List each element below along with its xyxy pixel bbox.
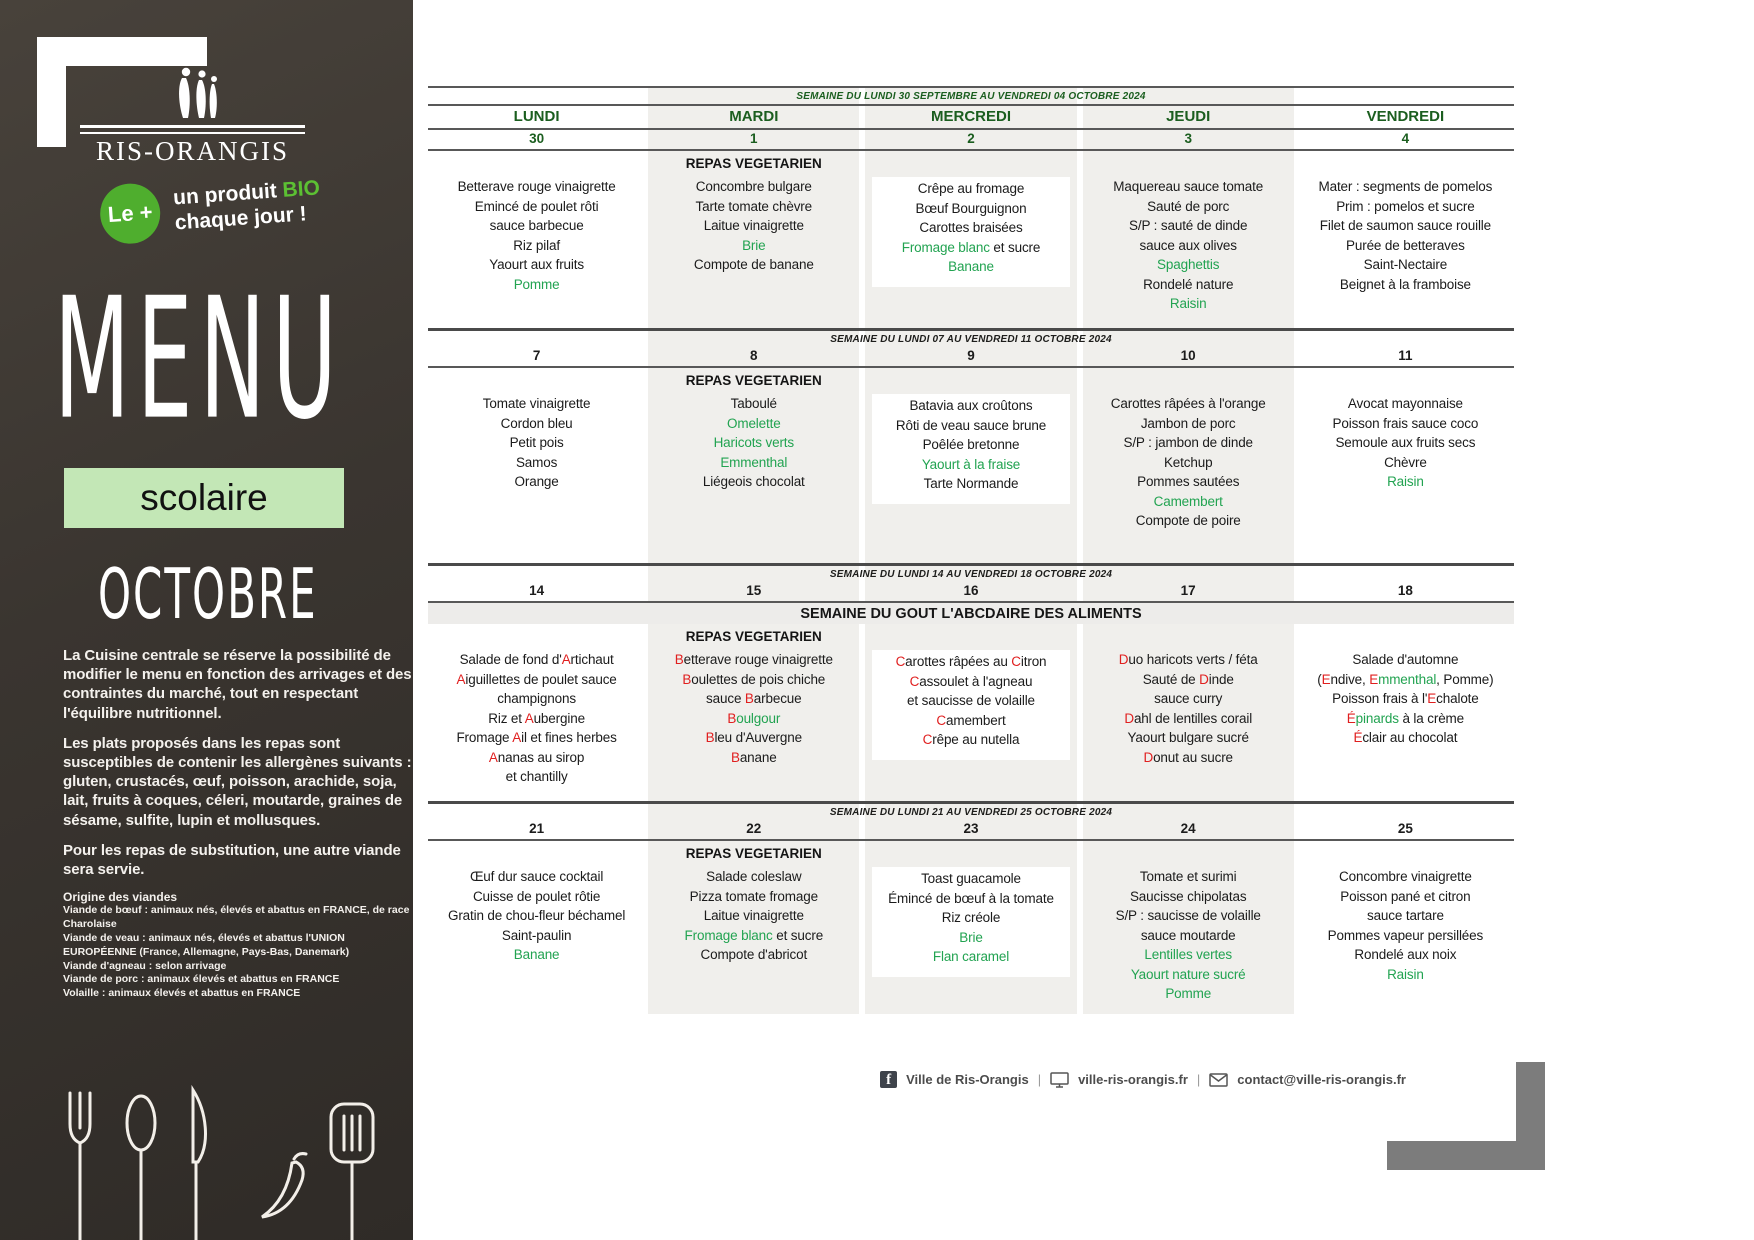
dates-row: [428, 347, 1514, 366]
day-items: [432, 650, 641, 787]
month-title: OCTOBRE: [98, 553, 318, 635]
week-days-grid: [428, 624, 1514, 801]
website-link[interactable]: ville-ris-orangis.fr: [1078, 1072, 1188, 1087]
day-menu-cell: [862, 156, 1079, 328]
menu-item: Tarte tomate chèvre: [695, 198, 813, 214]
date-number: 25: [1397, 821, 1413, 836]
day-name: LUNDI: [513, 108, 560, 125]
bio-badge: [98, 170, 323, 245]
bio-badge-circle: Le +: [98, 182, 162, 246]
day-menu-cell: [428, 373, 645, 563]
menu-item: sauce Barbecue: [706, 691, 802, 706]
week-days-grid: [428, 151, 1514, 328]
menu-item: Banane: [730, 749, 777, 765]
menu-item: Cassoulet à l'agneau: [909, 673, 1033, 689]
day-menu-cell: [862, 846, 1079, 1014]
origin-line: Viande de porc : animaux élevés et abattus en FRANCE: [63, 973, 340, 986]
origin-line: Viande de veau : animaux nés, élevés et abattus l'UNION EUROPÉENNE (France, Allemagne, Pays-Bas, Danemark): [63, 931, 350, 958]
menu-item: Épinards à la crème: [1346, 710, 1464, 726]
menu-item: sauce curry: [1154, 691, 1223, 706]
menu-item: (Endive, Emmenthal, Pomme): [1317, 671, 1494, 687]
menu-item: Banane: [948, 259, 994, 274]
bio-badge-line1: un produit: [172, 178, 284, 210]
menu-item: Raisin: [1169, 296, 1207, 311]
note-paragraph: Les plats proposés dans les repas sont susceptibles de contenir les allergènes suivants : gluten, crustacés, œuf, poisson, arachide, soja, lait, fruits à coques, céleri, moutarde, graines de sésame, sulfite, lupin et mollusques.: [63, 734, 412, 829]
menu-item: Ananas au sirop: [488, 749, 585, 765]
vegetarian-label: [1297, 846, 1514, 867]
menu-item: Riz créole: [941, 910, 1001, 925]
taste-week-banner: SEMAINE DU GOUT L'ABCDAIRE DES ALIMENTS: [428, 603, 1514, 624]
vegetarian-label: [1297, 156, 1514, 177]
date-number: 10: [1180, 348, 1196, 363]
dates-row: [428, 130, 1514, 149]
date-number: 4: [1401, 131, 1410, 146]
menu-item: Yaourt bulgare sucré: [1127, 730, 1249, 745]
menu-title: MENU: [54, 260, 344, 457]
week-header: SEMAINE DU LUNDI 30 SEPTEMBRE AU VENDREDI 04 OCTOBRE 2024: [796, 91, 1146, 102]
menu-item: Taboulé: [730, 396, 777, 411]
menu-item: Saint-Nectaire: [1363, 257, 1448, 272]
day-menu-cell: [645, 846, 862, 1014]
menu-item: Poêlée bretonne: [922, 437, 1020, 452]
menu-item: Banane: [513, 947, 560, 962]
menu-item: Omelette: [727, 415, 781, 431]
menu-item: Camembert: [1153, 493, 1223, 509]
vegetarian-label: REPAS VEGETARIEN: [685, 629, 822, 644]
day-items: [432, 177, 641, 294]
date-number: 9: [967, 348, 975, 363]
day-menu-cell: [428, 629, 645, 801]
vegetarian-label: [1080, 629, 1297, 650]
date-number: 21: [529, 821, 545, 836]
menu-item: Laitue vinaigrette: [703, 908, 804, 923]
day-items: [649, 867, 858, 965]
menu-item: Œuf dur sauce cocktail: [469, 869, 604, 884]
menu-item: Concombre vinaigrette: [1339, 869, 1472, 884]
menu-item: sauce barbecue: [489, 218, 584, 233]
facebook-icon: f: [880, 1071, 897, 1088]
day-menu-cell: [862, 373, 1079, 563]
vegetarian-label: [428, 846, 645, 867]
menu-item: Cordon bleu: [500, 415, 573, 431]
bio-highlight: BIO: [281, 176, 321, 202]
day-items: [432, 394, 641, 492]
menu-item: Toast guacamole: [921, 871, 1021, 886]
menu-grid: [428, 86, 1514, 1014]
menu-item: Salade d'automne: [1352, 652, 1459, 667]
email-link[interactable]: contact@ville-ris-orangis.fr: [1237, 1072, 1406, 1087]
day-menu-cell: [1080, 846, 1297, 1014]
menu-item: Salade de fond d'Artichaut: [459, 652, 614, 667]
menu-item: Rôti de veau sauce brune: [895, 417, 1047, 433]
day-items: [1084, 867, 1293, 1004]
menu-item: Camembert: [936, 712, 1006, 728]
menu-item: champignons: [497, 691, 576, 706]
day-names-row: [428, 106, 1514, 128]
day-menu-cell: [645, 373, 862, 563]
menu-item: Raisin: [1387, 474, 1424, 489]
footer-separator: |: [1196, 1072, 1201, 1087]
menu-item: S/P : saucisse de volaille: [1115, 908, 1261, 923]
vegetarian-label: [862, 156, 1079, 177]
date-number: 18: [1397, 583, 1413, 598]
menu-item: Donut au sucre: [1143, 749, 1233, 765]
menu-item: Tarte Normande: [923, 476, 1019, 491]
day-items: [649, 394, 858, 492]
menu-item: Fromage Ail et fines herbes: [456, 730, 617, 745]
menu-item: Crêpe au nutella: [922, 732, 1020, 747]
menu-item: Spaghettis: [1157, 257, 1220, 272]
bio-badge-text: [172, 175, 322, 236]
menu-item: Yaourt à la fraise: [921, 456, 1021, 472]
note-paragraph: La Cuisine centrale se réserve la possibilité de modifier le menu en fonction des arrivages et des contraintes du marché, tout en respectant l'équilibre nutritionnel.: [63, 647, 412, 722]
menu-item: Tomate et surimi: [1139, 869, 1237, 884]
menu-item: Dahl de lentilles corail: [1124, 710, 1253, 726]
day-name: MERCREDI: [930, 108, 1011, 125]
day-items: [872, 650, 1069, 760]
menu-item: Prim : pomelos et sucre: [1336, 198, 1475, 214]
day-items: [1084, 650, 1293, 767]
day-menu-cell: [1080, 629, 1297, 801]
menu-item: Gratin de chou-fleur béchamel: [447, 908, 626, 923]
menu-item: Avocat mayonnaise: [1347, 396, 1463, 411]
day-items: [432, 867, 641, 965]
day-menu-cell: [645, 156, 862, 328]
week-block: [428, 801, 1514, 1014]
menu-item: Betterave rouge vinaigrette: [457, 179, 616, 194]
vegetarian-label: REPAS VEGETARIEN: [685, 373, 822, 388]
envelope-icon: [1209, 1073, 1228, 1087]
menu-item: Mater : segments de pomelos: [1318, 179, 1493, 194]
menu-item: S/P : sauté de dinde: [1129, 218, 1248, 233]
vegetarian-label: [428, 629, 645, 650]
facebook-label: Ville de Ris-Orangis: [906, 1072, 1029, 1087]
menu-item: Brie: [742, 237, 766, 253]
menu-item: Carottes braisées: [919, 220, 1023, 235]
menu-item: et saucisse de volaille: [907, 693, 1035, 708]
day-items: [872, 394, 1069, 504]
day-menu-cell: [1297, 156, 1514, 328]
menu-item: Duo haricots verts / féta: [1118, 652, 1258, 667]
menu-item: Saint-paulin: [501, 927, 572, 943]
week-block: [428, 563, 1514, 801]
vegetarian-label: [1080, 846, 1297, 867]
menu-item: Sauté de Dinde: [1142, 671, 1234, 687]
date-number: 7: [532, 348, 541, 363]
menu-item: Betterave rouge vinaigrette: [674, 652, 833, 667]
menu-item: Beignet à la framboise: [1339, 276, 1471, 292]
menu-item: Maquereau sauce tomate: [1113, 179, 1264, 194]
week-days-grid: [428, 368, 1514, 563]
menu-item: Aiguillettes de poulet sauce: [456, 671, 617, 687]
menu-item: Boulettes de pois chiche: [682, 671, 826, 687]
menu-item: Compote de poire: [1135, 513, 1241, 528]
date-number: 1: [750, 131, 758, 146]
menu-item: Haricots verts: [713, 435, 794, 450]
menu-item: Jambon de porc: [1140, 415, 1236, 431]
menu-item: Pommes vapeur persillées: [1327, 927, 1484, 943]
vegetarian-label: [1297, 373, 1514, 394]
menu-item: et chantilly: [505, 769, 568, 784]
menu-item: Riz pilaf: [513, 237, 560, 253]
date-number: 14: [529, 583, 545, 598]
day-menu-cell: [862, 629, 1079, 801]
vegetarian-label: [862, 846, 1079, 867]
menu-item: Liégeois chocolat: [702, 474, 805, 489]
note-paragraph: Pour les repas de substitution, une autre viande sera servie.: [63, 841, 401, 878]
menu-item: Carottes râpées au Citron: [895, 654, 1047, 669]
week-header: SEMAINE DU LUNDI 21 AU VENDREDI 25 OCTOBRE 2024: [829, 807, 1113, 818]
menu-item: Émincé de bœuf à la tomate: [888, 890, 1054, 906]
menu-item: Pomme: [1165, 986, 1212, 1001]
dates-row: [428, 820, 1514, 839]
menu-item: Orange: [514, 474, 559, 489]
menu-item: Éclair au chocolat: [1353, 730, 1458, 745]
vegetarian-label: [1080, 373, 1297, 394]
menu-item: Compote de banane: [693, 257, 814, 272]
menu-item: Filet de saumon sauce rouille: [1319, 218, 1492, 233]
day-items: [872, 177, 1069, 287]
day-name: VENDREDI: [1366, 108, 1445, 125]
day-items: [649, 650, 858, 767]
vegetarian-label: [862, 629, 1079, 650]
day-items: [1084, 394, 1293, 531]
week-header: SEMAINE DU LUNDI 14 AU VENDREDI 18 OCTOBRE 2024: [829, 569, 1113, 580]
menu-item: sauce aux olives: [1139, 237, 1237, 253]
menu-item: Rondelé nature: [1143, 276, 1234, 292]
menu-item: Laitue vinaigrette: [703, 218, 804, 233]
date-number: 23: [963, 821, 979, 836]
menu-item: Pommes sautées: [1137, 474, 1240, 489]
menu-item: Brie: [959, 929, 983, 945]
origin-line: Viande d'agneau : selon arrivage: [63, 959, 227, 972]
day-items: [1301, 177, 1510, 294]
scolaire-box: scolaire: [64, 468, 344, 528]
menu-item: Emincé de poulet rôti: [474, 198, 599, 214]
vegetarian-label: REPAS VEGETARIEN: [685, 846, 822, 861]
date-number: 3: [1184, 131, 1192, 146]
menu-item: Chèvre: [1384, 454, 1427, 470]
date-number: 22: [746, 821, 762, 836]
day-items: [1301, 650, 1510, 748]
footer: [880, 1071, 1406, 1088]
menu-item: Purée de betteraves: [1346, 237, 1465, 253]
menu-item: Semoule aux fruits secs: [1335, 435, 1476, 450]
menu-item: Lentilles vertes: [1144, 947, 1233, 962]
week-block: [428, 86, 1514, 328]
week-block: [428, 328, 1514, 563]
logo-figures-icon: [162, 66, 224, 120]
date-number: 16: [963, 583, 979, 598]
menu-item: Fromage blanc et sucre: [901, 239, 1041, 255]
origin-title: Origine des viandes: [63, 890, 178, 905]
menu-item: Bœuf Bourguignon: [915, 200, 1027, 216]
vegetarian-label: [428, 156, 645, 177]
day-menu-cell: [1297, 846, 1514, 1014]
menu-item: Sauté de porc: [1147, 198, 1230, 214]
sidebar: [0, 0, 413, 1240]
week-days-grid: [428, 841, 1514, 1014]
day-menu-cell: [1080, 156, 1297, 328]
menu-item: Petit pois: [509, 435, 564, 450]
day-menu-cell: [1080, 373, 1297, 563]
menu-item: Samos: [515, 454, 558, 470]
day-items: [1301, 394, 1510, 492]
menu-item: Concombre bulgare: [695, 179, 812, 194]
menu-item: Raisin: [1387, 966, 1424, 982]
menu-item: Carottes râpées à l'orange: [1110, 396, 1266, 411]
day-menu-cell: [428, 156, 645, 328]
menu-item: Yaourt nature sucré: [1130, 966, 1246, 982]
day-items: [1301, 867, 1510, 984]
vegetarian-label: [862, 373, 1079, 394]
menu-item: Yaourt aux fruits: [489, 257, 584, 272]
day-items: [872, 867, 1069, 977]
day-menu-cell: [1297, 629, 1514, 801]
menu-item: Fromage blanc et sucre: [684, 927, 824, 943]
origin-line: Volaille : animaux élevés et abattus en FRANCE: [63, 987, 301, 1000]
vegetarian-label: [1297, 629, 1514, 650]
menu-item: Poisson frais sauce coco: [1332, 415, 1479, 431]
menu-item: Pizza tomate fromage: [689, 888, 818, 904]
menu-item: S/P : jambon de dinde: [1123, 435, 1253, 450]
weeks-container: [428, 86, 1514, 1014]
monitor-icon: [1050, 1072, 1069, 1088]
menu-item: Rondelé aux noix: [1354, 947, 1457, 962]
menu-item: Ketchup: [1163, 454, 1213, 470]
origin-line: Viande de bœuf : animaux nés, élevés et abattus en FRANCE, de race Charolaise: [63, 904, 410, 930]
dates-row: [428, 582, 1514, 601]
day-menu-cell: [428, 846, 645, 1014]
menu-item: Poisson pané et citron: [1340, 888, 1471, 904]
menu-item: Bleu d'Auvergne: [705, 730, 802, 745]
menu-item: Emmenthal: [720, 454, 788, 470]
week-header: SEMAINE DU LUNDI 07 AU VENDREDI 11 OCTOBRE 2024: [830, 334, 1112, 345]
date-number: 2: [967, 131, 975, 146]
footer-separator: |: [1037, 1072, 1042, 1087]
menu-item: Poisson frais à l'Echalote: [1332, 691, 1479, 706]
vegetarian-label: REPAS VEGETARIEN: [685, 156, 822, 171]
day-items: [1084, 177, 1293, 314]
date-number: 24: [1180, 821, 1196, 836]
menu-item: Compote d'abricot: [700, 947, 808, 962]
menu-item: Saucisse chipolatas: [1129, 888, 1247, 904]
menu-item: sauce tartare: [1366, 908, 1444, 923]
day-name: MARDI: [729, 108, 779, 125]
menu-item: Salade coleslaw: [706, 869, 802, 884]
menu-item: sauce moutarde: [1140, 927, 1236, 943]
city-logo: [80, 66, 305, 167]
date-number: 30: [529, 131, 545, 146]
day-menu-cell: [1297, 373, 1514, 563]
cutlery-illustration: [0, 910, 413, 1240]
menu-item: Riz et Aubergine: [488, 710, 585, 726]
day-menu-cell: [645, 629, 862, 801]
menu-item: Batavia aux croûtons: [909, 398, 1033, 413]
menu-item: Flan caramel: [932, 949, 1010, 964]
logo-text: RIS-ORANGIS: [95, 136, 290, 166]
vegetarian-label: [428, 373, 645, 394]
date-number: 8: [750, 348, 758, 363]
bio-badge-line2: chaque jour !: [174, 202, 308, 235]
menu-item: Pomme: [513, 276, 560, 292]
menu-item: Tomate vinaigrette: [482, 396, 591, 411]
vegetarian-label: [1080, 156, 1297, 177]
day-items: [649, 177, 858, 275]
date-number: 15: [746, 583, 762, 598]
menu-item: Cuisse de poulet rôtie: [472, 888, 601, 904]
date-number: 17: [1180, 583, 1196, 598]
menu-item: Boulgour: [727, 710, 781, 726]
day-name: JEUDI: [1166, 108, 1211, 125]
menu-item: Crêpe au fromage: [917, 181, 1025, 196]
logo-divider-lines: [80, 125, 305, 134]
date-number: 11: [1398, 348, 1413, 363]
